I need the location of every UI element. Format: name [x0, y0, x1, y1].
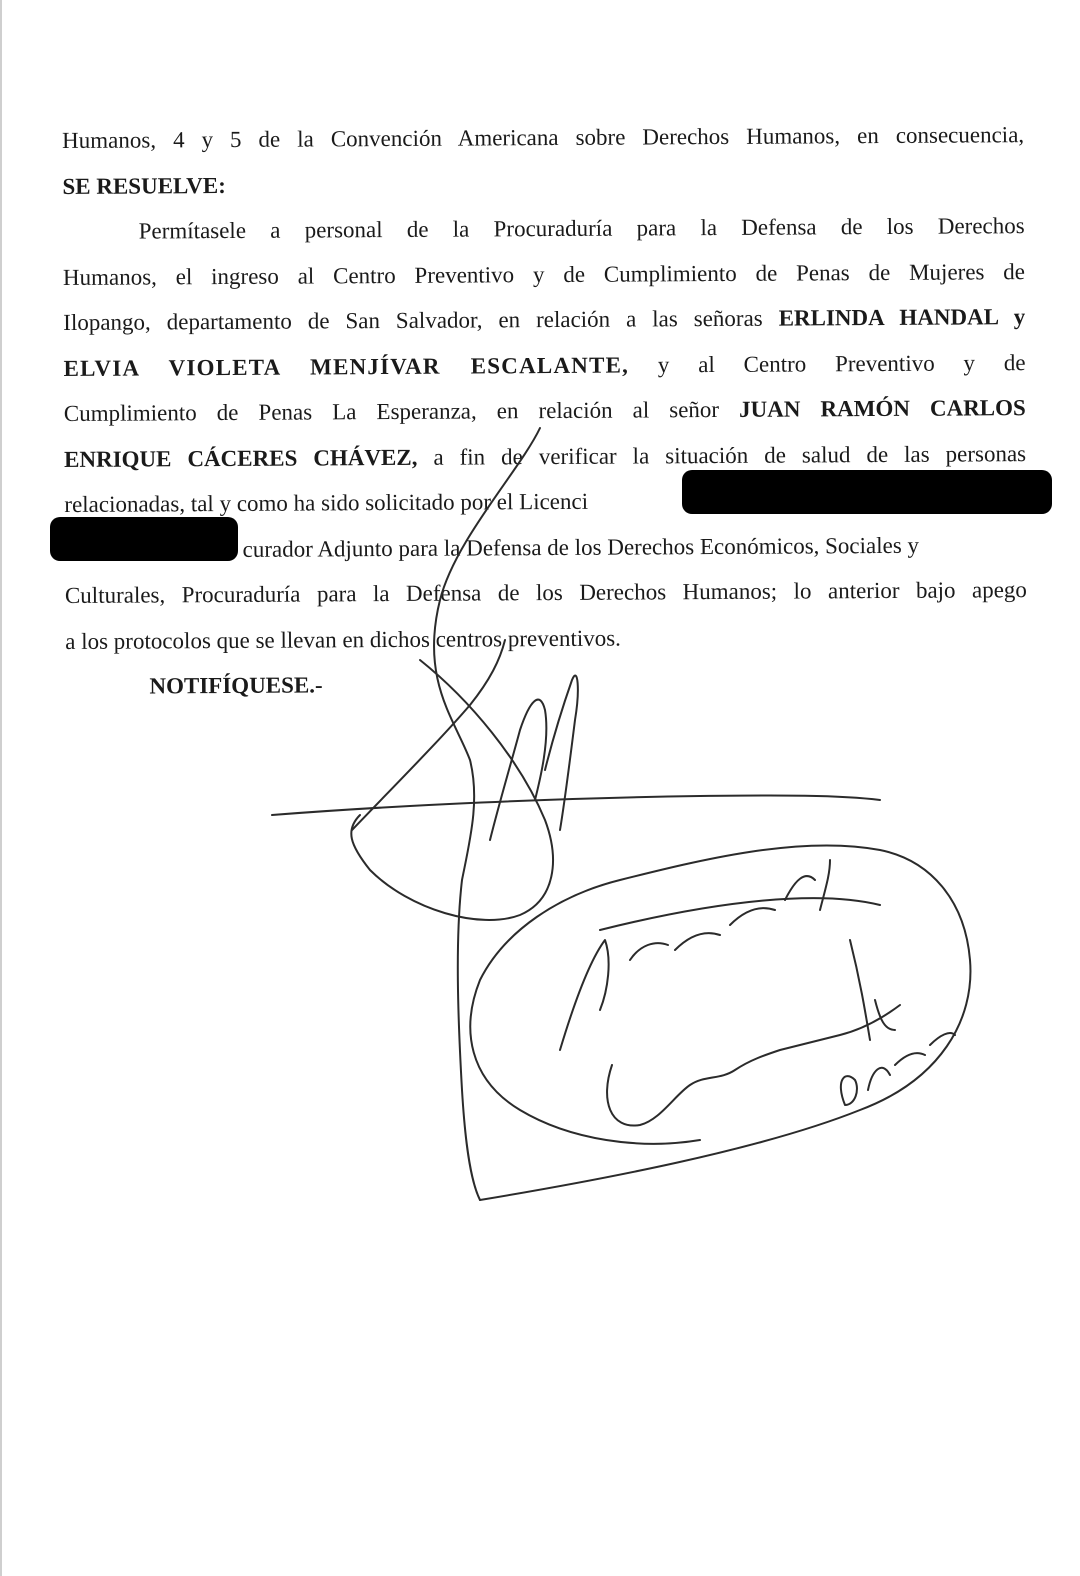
notification-heading: NOTIFÍQUESE.-: [149, 672, 323, 699]
person-name-juan: JUAN RAMÓN CARLOS: [739, 395, 1026, 422]
person-name-erlinda: ERLINDA HANDAL y: [778, 304, 1026, 331]
text-line-7: [64, 385, 1026, 436]
text-line-8-regular: a fin de verificar la situación de salud de las personas: [433, 440, 1027, 470]
text-line-6-regular: y al Centro Preventivo y de: [657, 349, 1026, 377]
stamp-inner-arc: [600, 898, 880, 930]
text-line-12: a los protocolos que se llevan en dichos centros preventivos.: [65, 625, 621, 654]
resolution-heading: SE RESUELVE:: [62, 172, 226, 199]
text-line-6: [63, 340, 1025, 391]
handwriting-tail: [850, 940, 895, 1040]
text-line-4: Humanos, el ingreso al Centro Preventivo y de Cumplimiento de Penas de Mujeres de: [62, 258, 1026, 290]
text-line-3: Permítasele a personal de la Procuraduría para la Defensa de los Derechos: [138, 213, 1025, 244]
redaction-bar-1: [682, 470, 1052, 514]
person-name-caceres: ENRIQUE CÁCERES CHÁVEZ,: [64, 444, 418, 472]
signature-stroke-baseline: [272, 795, 880, 815]
stamp-outer-loop: [470, 845, 970, 1200]
text-line-5-regular: Ilopango, departamento de San Salvador, en relación a las señoras: [63, 305, 763, 335]
text-line-7-regular: Cumplimiento de Penas La Esperanza, en relación al señor: [63, 396, 720, 426]
redaction-bar-2: [50, 517, 238, 561]
handwriting-signature-mid: [607, 1005, 900, 1126]
handwriting-ante-mi: [560, 860, 830, 1050]
signature-stroke-hook: [490, 700, 546, 840]
page-edge: [0, 0, 2, 1576]
person-name-elvia: ELVIA VIOLETA MENJÍVAR ESCALANTE,: [63, 352, 630, 381]
text-line-5: [63, 294, 1025, 345]
resolution-text: [62, 112, 1028, 709]
text-line-9: relacionadas, tal y como ha sido solicitado por el Licenci: [64, 488, 589, 517]
text-line-10: curador Adjunto para la Defensa de los Derechos Económicos, Sociales y: [242, 532, 920, 562]
text-line-1: Humanos, 4 y 5 de la Convención Americana sobre Derechos Humanos, en consecuencia,: [62, 122, 1025, 153]
handwriting-omar: [841, 1033, 955, 1105]
text-line-11: Culturales, Procuraduría para la Defensa de los Derechos Humanos; lo anterior bajo apego: [64, 577, 1027, 608]
